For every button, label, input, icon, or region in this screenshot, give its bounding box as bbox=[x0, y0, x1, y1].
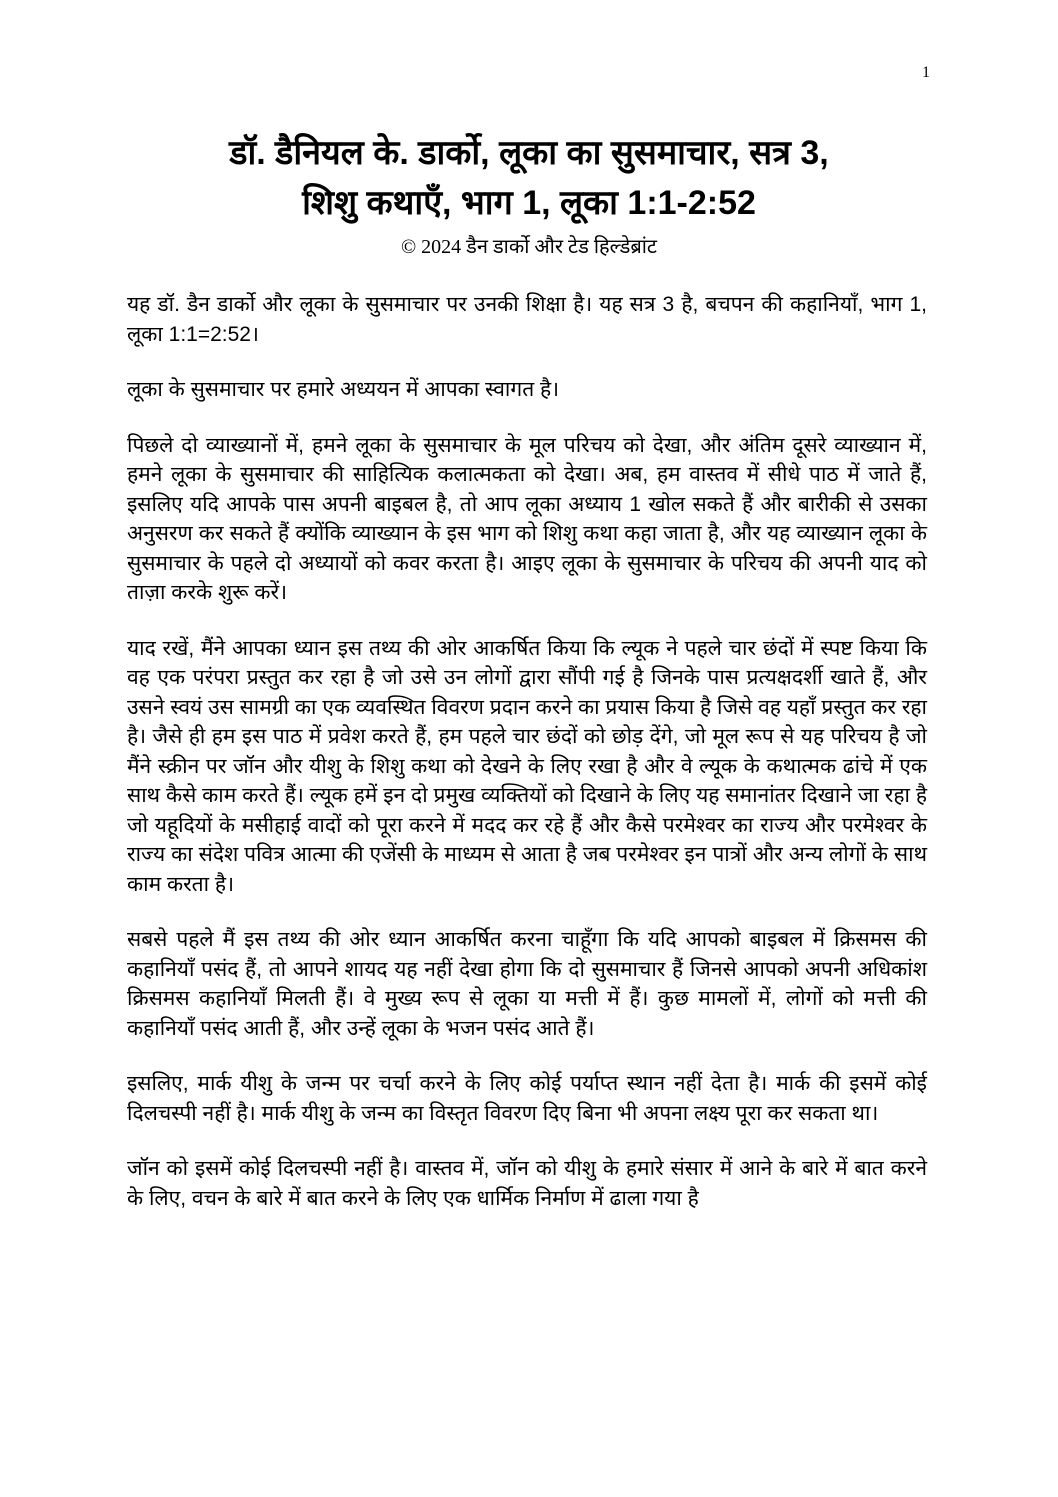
title-line-1: डॉ. डैनियल के. डार्को, लूका का सुसमाचार, सत्र 3, bbox=[229, 134, 829, 172]
paragraph: पिछले दो व्याख्यानों में, हमने लूका के सुसमाचार के मूल परिचय को देखा, और अंतिम दूसरे व्याख्यान में, हमने लूका के सुसमाचार की साहित्यिक कलात्मकता को देखा। अब, हम वास्तव में सीधे पाठ में जाते हैं, इसलिए यदि आपके पास अपनी बाइबल है, तो आप लूका अध्याय 1 खोल सकते हैं और बारीकी से उसका अनुसरण कर सकते हैं क्योंकि व्याख्यान के इस भाग को शिशु कथा कहा जाता है, और यह व्याख्यान लूका के सुसमाचार के पहले दो अध्यायों को कवर करता है। आइए लूका के सुसमाचार के परिचय की अपनी याद को ताज़ा करके शुरू करें। bbox=[127, 433, 927, 604]
paragraph: लूका के सुसमाचार पर हमारे अध्ययन में आपका स्वागत है। bbox=[127, 378, 560, 401]
document-title bbox=[60, 128, 998, 228]
document-body bbox=[127, 290, 927, 1239]
paragraph: सबसे पहले मैं इस तथ्य की ओर ध्यान आकर्षित करना चाहूँगा कि यदि आपको बाइबल में क्रिसमस की कहानियाँ पसंद हैं, तो आपने शायद यह नहीं देखा होगा कि दो सुसमाचार हैं जिनसे आपको अपनी अधिकांश क्रिसमस कहानियाँ मिलती हैं। वे मुख्य रूप से लूका या मत्ती में हैं। कुछ मामलों में, लोगों को मत्ती की कहानियाँ पसंद आती हैं, और उन्हें लूका के भजन पसंद आते हैं। bbox=[127, 928, 927, 1040]
paragraph: यह डॉ. डैन डार्को और लूका के सुसमाचार पर उनकी शिक्षा है। यह सत्र 3 है, बचपन की कहानियाँ, भाग 1, लूका 1:1=2:52। bbox=[127, 293, 927, 346]
page-number: 1 bbox=[922, 64, 930, 81]
paragraph: याद रखें, मैंने आपका ध्यान इस तथ्य की ओर आकर्षित किया कि ल्यूक ने पहले चार छंदों में स्पष्ट किया कि वह एक परंपरा प्रस्तुत कर रहा है जो उसे उन लोगों द्वारा सौंपी गई है जिनके पास प्रत्यक्षदर्शी खाते हैं, और उसने स्वयं उस सामग्री का एक व्यवस्थित विवरण प्रदान करने का प्रयास किया है जिसे वह यहाँ प्रस्तुत कर रहा है। जैसे ही हम इस पाठ में प्रवेश करते हैं, हम पहले चार छंदों को छोड़ देंगे, जो मूल रूप से यह परिचय है जो मैंने स्क्रीन पर जॉन और यीशु के शिशु कथा को देखने के लिए रखा है और वे ल्यूक के कथात्मक ढांचे में एक साथ कैसे काम करते हैं। ल्यूक हमें इन दो प्रमुख व्यक्तियों को दिखाने के लिए यह समानांतर दिखाने जा रहा है जो यहूदियों के मसीहाई वादों को पूरा करने में मदद कर रहे हैं और कैसे परमेश्वर का राज्य और परमेश्वर के राज्य का संदेश पवित्र आत्मा की एजेंसी के माध्यम से आता है जब परमेश्वर इन पात्रों और अन्य लोगों के साथ काम करता है। bbox=[127, 636, 927, 896]
paragraph: इसलिए, मार्क यीशु के जन्म पर चर्चा करने के लिए कोई पर्याप्त स्थान नहीं देता है। मार्क की इसमें कोई दिलचस्पी नहीं है। मार्क यीशु के जन्म का विस्तृत विवरण दिए बिना भी अपना लक्ष्य पूरा कर सकता था। bbox=[127, 1072, 927, 1125]
paragraph: जॉन को इसमें कोई दिलचस्पी नहीं है। वास्तव में, जॉन को यीशु के हमारे संसार में आने के बारे में बात करने के लिए, वचन के बारे में बात करने के लिए एक धार्मिक निर्माण में ढाला गया है bbox=[127, 1157, 927, 1210]
title-line-2: शिशु कथाएँ, भाग 1, लूका 1:1-2:52 bbox=[302, 184, 756, 222]
copyright-line: © 2024 डैन डार्को और टेड हिल्डेब्रांट bbox=[400, 236, 657, 258]
